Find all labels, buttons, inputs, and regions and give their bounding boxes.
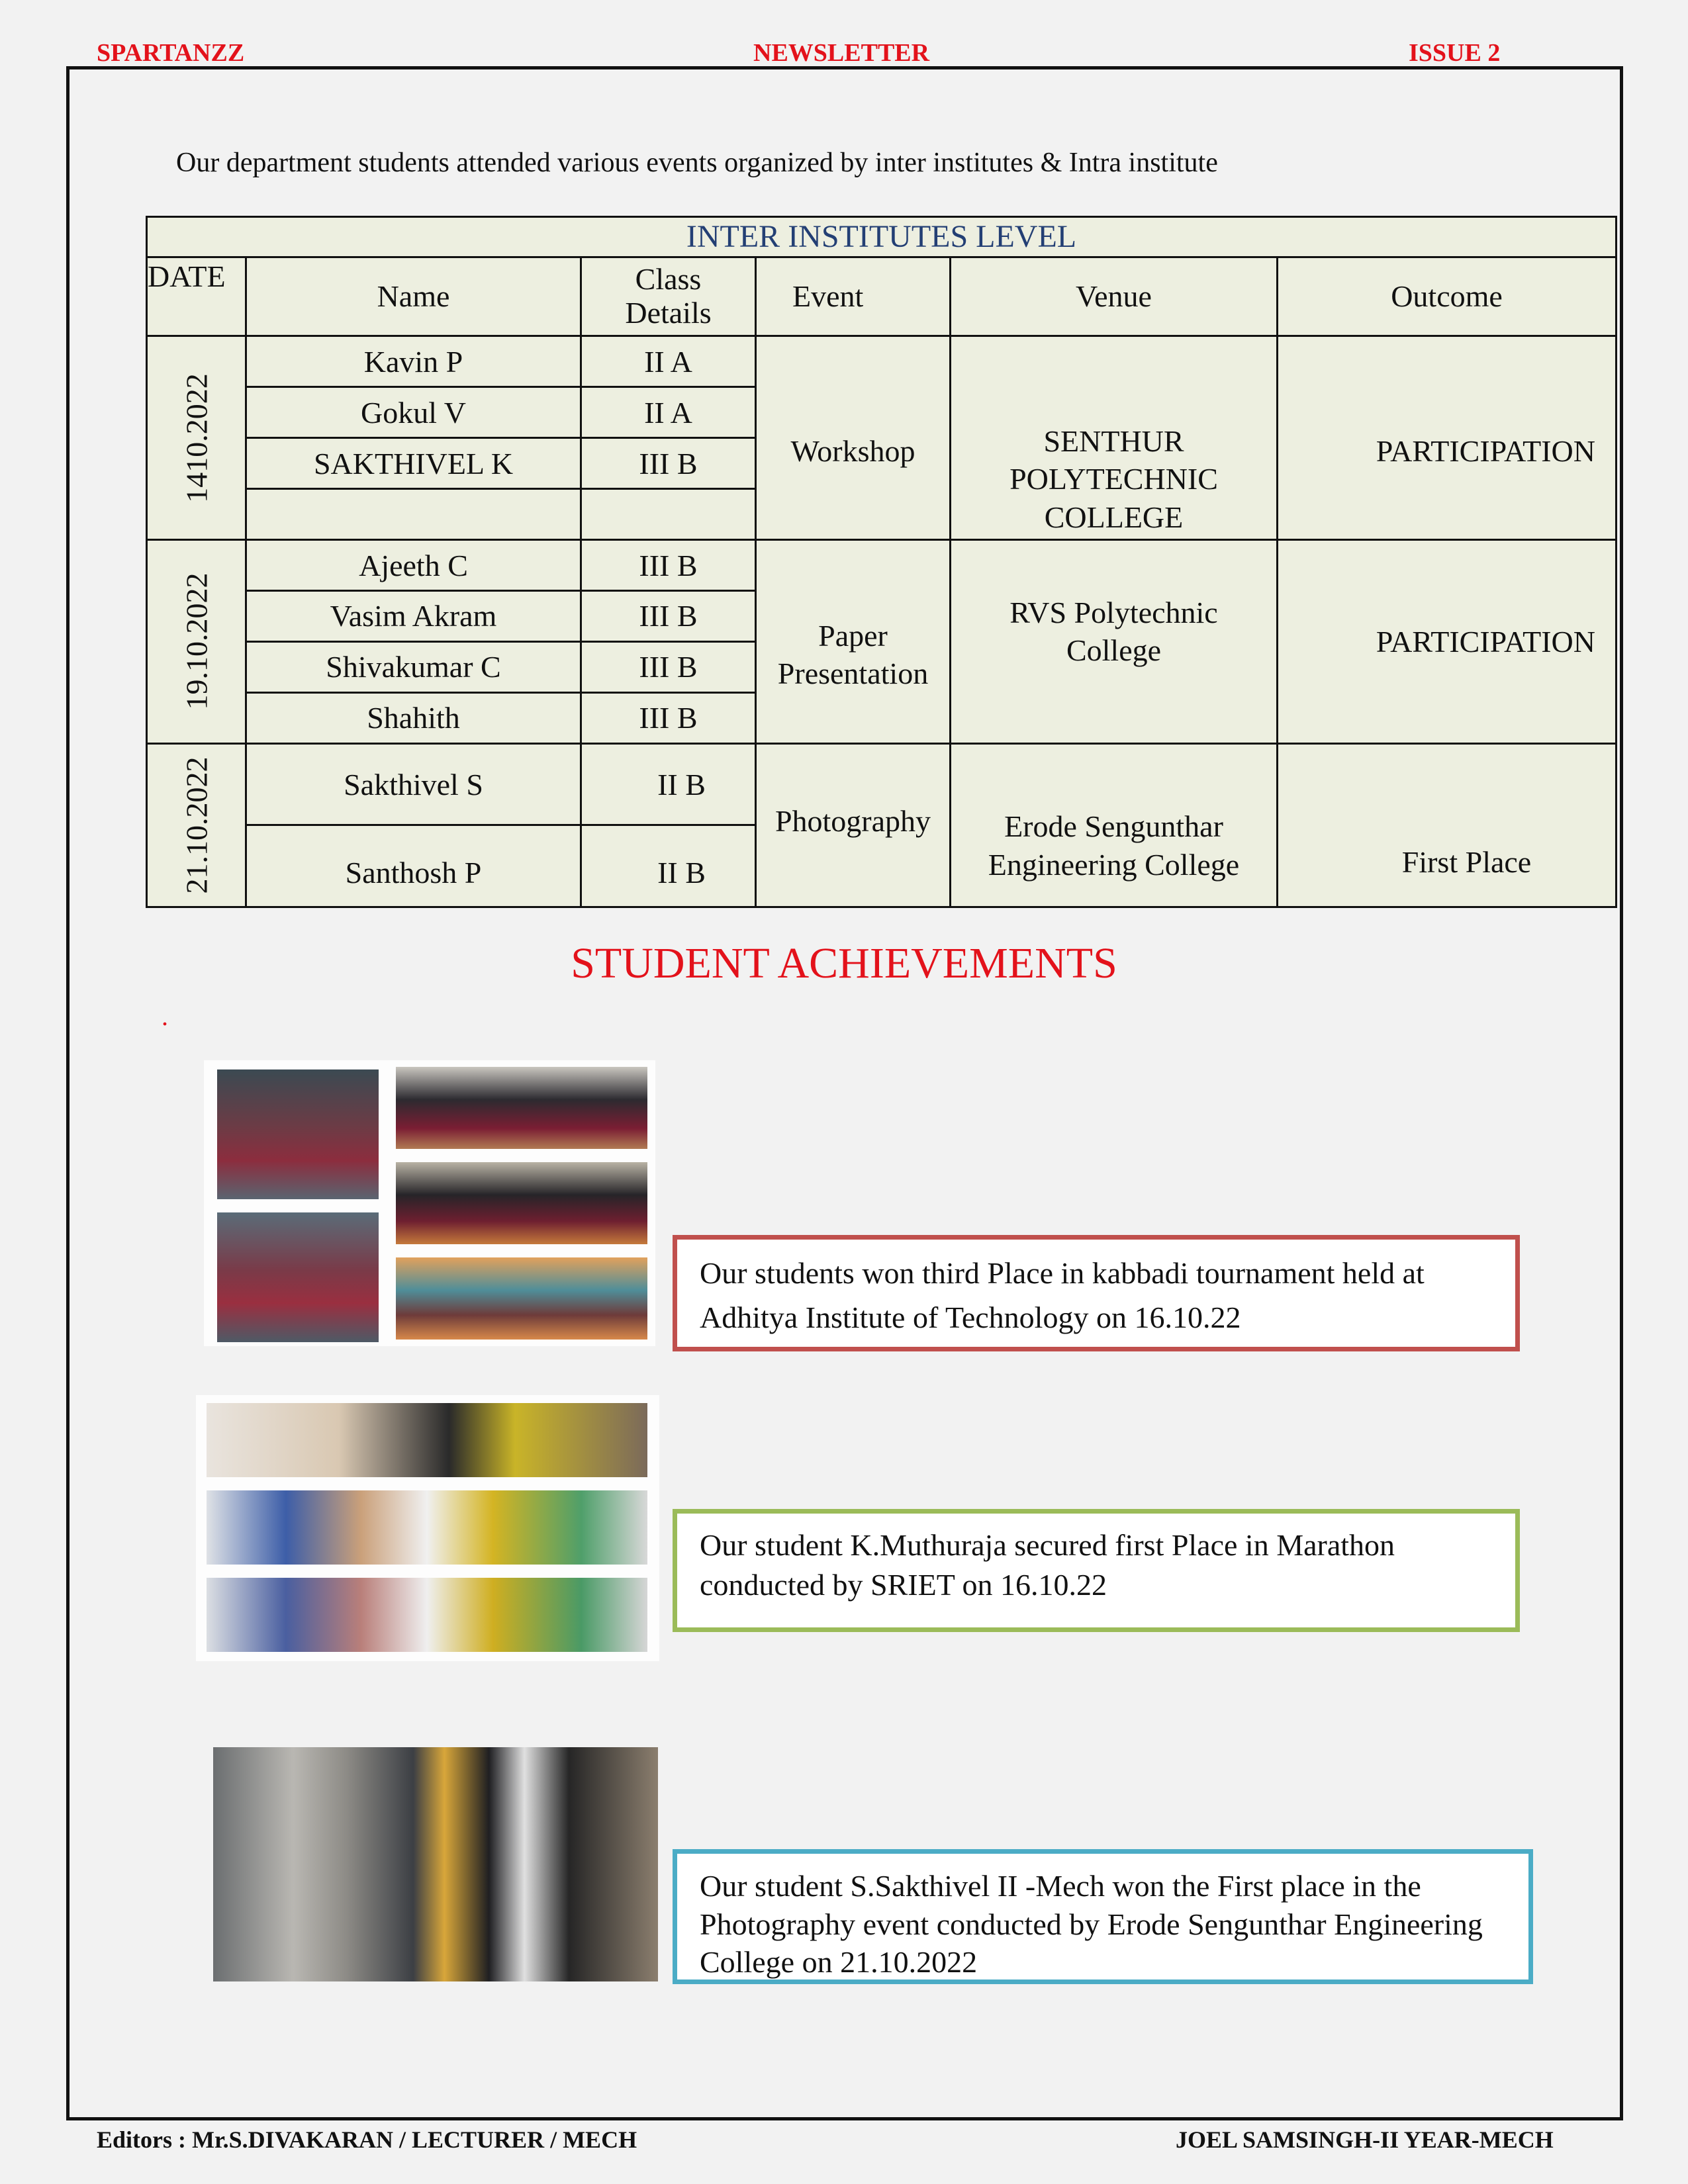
marathon-photo	[207, 1490, 647, 1565]
table-row	[147, 540, 1617, 591]
achievement-box-photography: Our student S.Sakthivel II -Mech won the First place in the Photography event conducted by Erode Sengunthar Engineering College on 21.10.2022	[673, 1849, 1533, 1984]
table-row	[147, 336, 1617, 387]
name-cell: SAKTHIVEL K	[246, 438, 581, 489]
marathon-photo-collage	[196, 1395, 659, 1661]
name-cell: Sakthivel S	[246, 743, 581, 825]
header-center: NEWSLETTER	[753, 39, 930, 67]
inter-institutes-table	[146, 216, 1617, 908]
col-outcome: Outcome	[1278, 257, 1617, 336]
name-cell: Kavin P	[246, 336, 581, 387]
col-date: DATE	[147, 257, 246, 336]
date-cell: 1410.2022	[147, 336, 246, 540]
marathon-photo	[207, 1578, 647, 1652]
intro-text: Our department students attended various events organized by inter institutes & Intra institute	[176, 148, 1218, 178]
outcome-cell: PARTICIPATION	[1278, 336, 1617, 540]
class-cell: II A	[581, 336, 756, 387]
date-cell: 19.10.2022	[147, 540, 246, 744]
achievement-box-kabaddi: Our students won third Place in kabbadi tournament held at Adhitya Institute of Technology on 16.10.22	[673, 1235, 1520, 1351]
name-cell: Ajeeth C	[246, 540, 581, 591]
class-cell: II A	[581, 387, 756, 438]
outcome-cell: First Place	[1278, 743, 1617, 907]
venue-cell: Erode Sengunthar Engineering College	[951, 743, 1278, 907]
class-cell: III B	[581, 540, 756, 591]
name-cell: Santhosh P	[246, 825, 581, 907]
date-cell: 21.10.2022	[147, 743, 246, 907]
class-cell	[581, 489, 756, 540]
outcome-cell: PARTICIPATION	[1278, 540, 1617, 744]
team-photo	[396, 1067, 647, 1149]
col-event: Event	[756, 257, 951, 336]
achievement-box-marathon: Our student K.Muthuraja secured first Place in Marathon conducted by SRIET on 16.10.22	[673, 1509, 1520, 1632]
team-photo	[396, 1162, 647, 1244]
kabaddi-photo-collage	[204, 1060, 655, 1346]
footer-editors: Editors : Mr.S.DIVAKARAN / LECTURER / MECH	[97, 2126, 637, 2153]
name-cell	[246, 489, 581, 540]
name-cell: Shahith	[246, 692, 581, 743]
col-class: Class Details	[581, 257, 756, 336]
class-cell: III B	[581, 591, 756, 642]
table-title: INTER INSTITUTES LEVEL	[147, 217, 1617, 257]
name-cell: Vasim Akram	[246, 591, 581, 642]
header-left: SPARTANZZ	[97, 39, 245, 67]
col-venue: Venue	[951, 257, 1278, 336]
class-cell: II B	[581, 825, 756, 907]
event-cell: Photography	[756, 743, 951, 907]
event-cell: Paper Presentation	[756, 540, 951, 744]
photography-award-photo	[213, 1747, 658, 1981]
bullet-dot: .	[162, 1001, 168, 1031]
marathon-photo	[207, 1403, 647, 1477]
team-photo	[217, 1212, 379, 1342]
class-cell: II B	[581, 743, 756, 825]
event-cell: Workshop	[756, 336, 951, 540]
class-cell: III B	[581, 692, 756, 743]
name-cell: Shivakumar C	[246, 641, 581, 692]
header-right: ISSUE 2	[1409, 39, 1501, 67]
achievements-title: STUDENT ACHIEVEMENTS	[571, 939, 1117, 987]
team-photo	[396, 1257, 647, 1340]
col-name: Name	[246, 257, 581, 336]
venue-cell: RVS Polytechnic College	[951, 540, 1278, 744]
footer-credit: JOEL SAMSINGH-II YEAR-MECH	[1176, 2126, 1554, 2153]
table-row	[147, 743, 1617, 825]
team-photo	[217, 1069, 379, 1199]
venue-cell: SENTHUR POLYTECHNIC COLLEGE	[951, 336, 1278, 540]
name-cell: Gokul V	[246, 387, 581, 438]
class-cell: III B	[581, 641, 756, 692]
class-cell: III B	[581, 438, 756, 489]
